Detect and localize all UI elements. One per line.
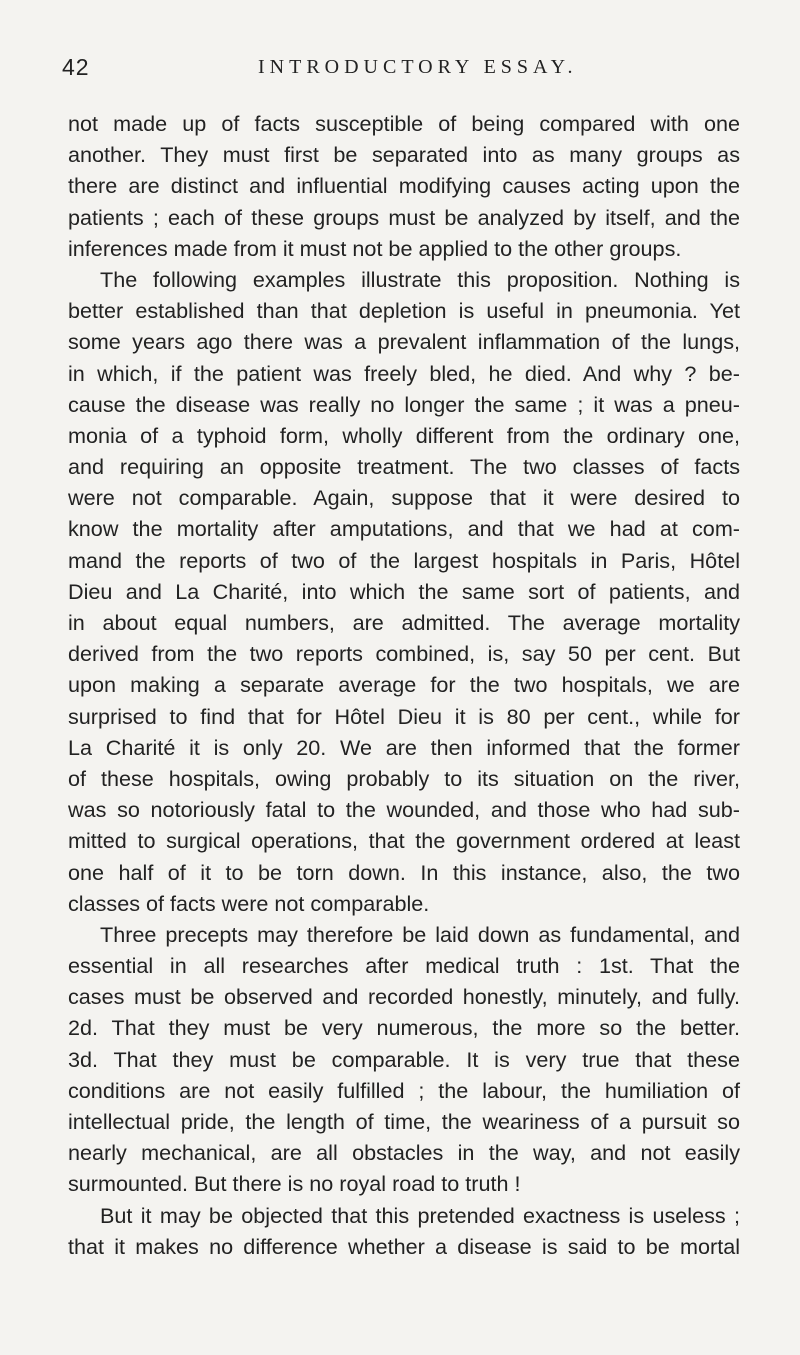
text-line: conditions are not easily fulfilled ; the labour, the humiliation of [68, 1077, 740, 1103]
text-line: Three precepts may therefore be laid down as fundamental, and [100, 921, 740, 947]
text-line: patients ; each of these groups must be analyzed by itself, and the [68, 204, 740, 230]
text-line: was so notoriously fatal to the wounded, and those who had sub- [68, 797, 740, 823]
text-line: mitted to surgical operations, that the government ordered at least [68, 828, 740, 854]
text-line: in which, if the patient was freely bled, he died. And why ? be- [68, 360, 740, 386]
text-line: surprised to find that for Hôtel Dieu it is 80 per cent., while for [68, 703, 740, 729]
text-line: cases must be observed and recorded honestly, minutely, and fully. [68, 984, 740, 1010]
text-line: that it makes no difference whether a disease is said to be mortal [68, 1233, 740, 1259]
text-line: monia of a typhoid form, wholly different from the ordinary one, [68, 422, 740, 448]
text-line: inferences made from it must not be applied to the other groups. [68, 235, 682, 261]
text-line: were not comparable. Again, suppose that it were desired to [68, 485, 740, 511]
text-line: intellectual pride, the length of time, the weariness of a pursuit so [68, 1109, 740, 1134]
text-line: mand the reports of two of the largest hospitals in Paris, Hôtel [68, 547, 740, 573]
text-line: 3d. That they must be comparable. It is very true that these [68, 1046, 740, 1072]
text-line: essential in all researches after medical truth : 1st. That the [68, 953, 740, 979]
text-line: not made up of facts susceptible of being compared with one [68, 111, 740, 136]
running-head-title: INTRODUCTORY ESSAY. [258, 56, 578, 78]
text-line: derived from the two reports combined, is, say 50 per cent. But [68, 641, 740, 667]
text-line: cause the disease was really no longer the same ; it was a pneu- [68, 391, 740, 417]
running-head [0, 54, 800, 84]
text-line: better established than that depletion is useful in pneumonia. Yet [68, 298, 740, 324]
text-line: there are distinct and influential modifying causes acting upon the [68, 173, 740, 199]
text-line: nearly mechanical, are all obstacles in the way, and not easily [68, 1140, 740, 1166]
text-line: know the mortality after amputations, and that we had at com- [68, 516, 740, 542]
text-line: classes of facts were not comparable. [68, 890, 430, 916]
page-number: 42 [62, 54, 90, 80]
body-text [68, 108, 740, 1262]
text-line: one half of it to be torn down. In this instance, also, the two [68, 859, 740, 885]
text-line: La Charité it is only 20. We are then informed that the former [68, 734, 740, 760]
text-line: and requiring an opposite treatment. The two classes of facts [68, 454, 740, 480]
text-line: in about equal numbers, are admitted. The average mortality [68, 610, 740, 635]
text-line: The following examples illustrate this proposition. Nothing is [100, 266, 740, 292]
text-line: of these hospitals, owing probably to its situation on the river, [68, 765, 740, 791]
text-line: 2d. That they must be very numerous, the more so the better. [68, 1015, 740, 1041]
text-line: upon making a separate average for the two hospitals, we are [68, 672, 740, 698]
text-line: another. They must first be separated into as many groups as [68, 142, 740, 168]
text-line: some years ago there was a prevalent inflammation of the lungs, [68, 329, 740, 355]
text-line: Dieu and La Charité, into which the same sort of patients, and [68, 578, 740, 604]
text-line: But it may be objected that this pretended exactness is useless ; [100, 1202, 740, 1228]
text-line: surmounted. But there is no royal road to truth ! [68, 1171, 521, 1197]
